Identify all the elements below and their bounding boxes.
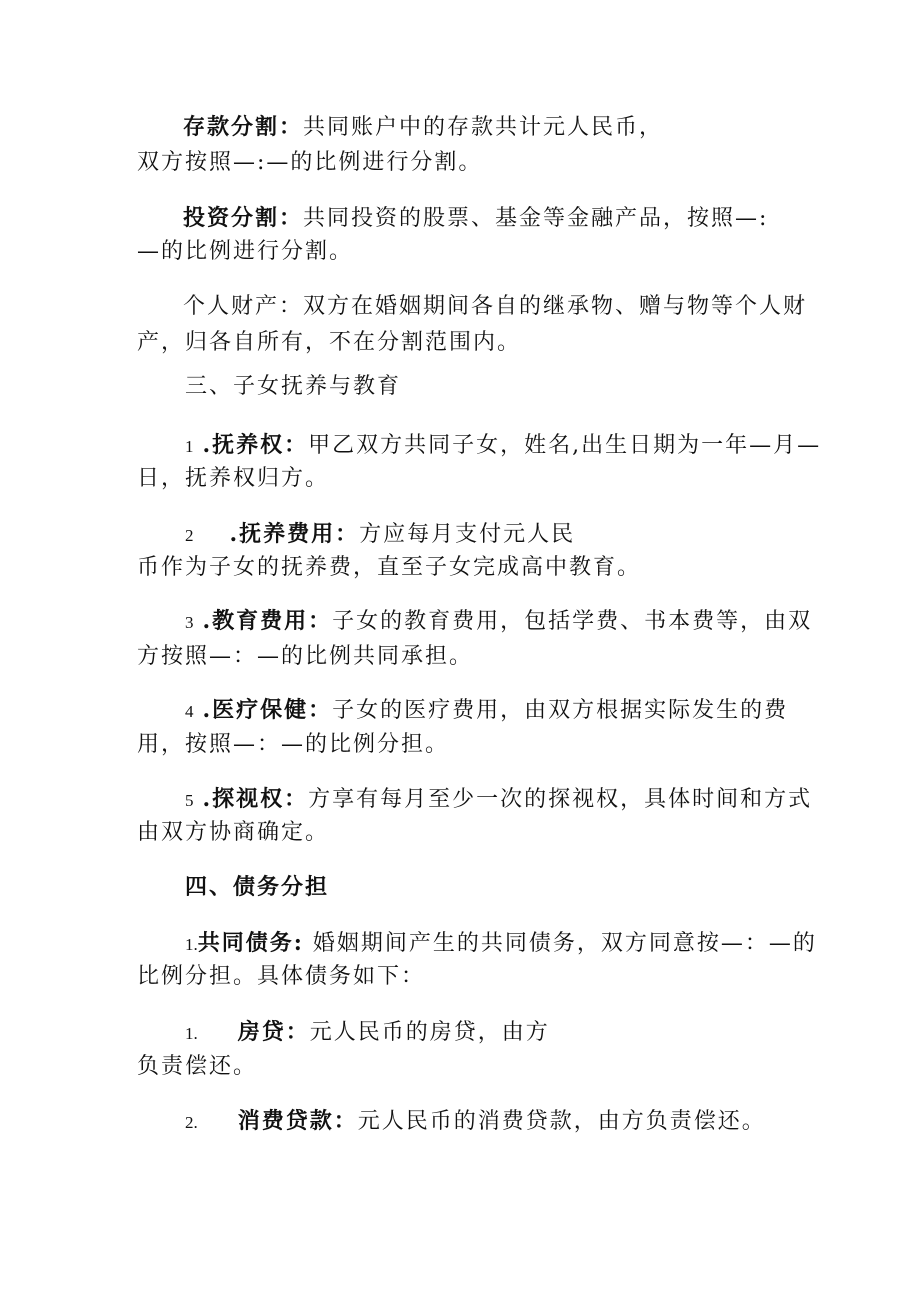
support-line-2: 币作为子女的抚养费，直至子女完成高中教育。 — [137, 555, 642, 580]
support-line-1 — [185, 519, 575, 551]
investment-line-1 — [183, 203, 768, 234]
investment-line-2: —的比例进行分割。 — [137, 239, 354, 264]
consumer-loan-line — [185, 1106, 766, 1138]
education-line-1 — [185, 606, 812, 638]
mortgage-text: 元人民币的房贷，由方 — [309, 1020, 550, 1045]
personal-line-1: 个人财产：双方在婚姻期间各自的继承物、赠与物等个人财 — [183, 294, 808, 319]
education-line-2: 方按照—：—的比例共同承担。 — [137, 644, 474, 669]
deposit-text: 共同账户中的存款共计元人民币， — [303, 115, 664, 140]
section-3-title: 三、子女抚养与教育 — [185, 374, 402, 399]
visitation-number: 5 — [185, 791, 194, 810]
deposit-line-1 — [183, 112, 663, 143]
debt-number: 1. — [185, 935, 198, 954]
custody-line-1 — [185, 430, 821, 462]
section-4-title: 四、债务分担 — [185, 874, 330, 900]
custody-line-2: 日，抚养权归方。 — [137, 466, 330, 491]
consumer-loan-label: 消费贷款： — [237, 1108, 358, 1134]
visitation-line-1 — [185, 784, 812, 816]
visitation-label: .探视权： — [202, 786, 309, 812]
custody-text: 甲乙双方共同子女，姓名,出生日期为一年—月— — [308, 433, 822, 458]
mortgage-line-1 — [185, 1017, 550, 1049]
support-number: 2 — [185, 526, 194, 545]
support-label: .抚养费用： — [229, 521, 360, 547]
mortgage-label: 房贷： — [237, 1019, 310, 1045]
medical-number: 4 — [185, 702, 194, 721]
education-label: .教育费用： — [202, 608, 333, 634]
medical-label: .医疗保健： — [202, 697, 333, 723]
support-text: 方应每月支付元人民 — [359, 522, 576, 547]
investment-text: 共同投资的股票、基金等金融产品，按照—: — [303, 206, 769, 231]
medical-line-1 — [185, 695, 788, 727]
consumer-loan-text: 元人民币的消费贷款，由方负责偿还。 — [357, 1109, 766, 1134]
visitation-text: 方享有每月至少一次的探视权，具体时间和方式 — [308, 787, 813, 812]
debt-line-2: 比例分担。具体债务如下： — [137, 964, 426, 989]
consumer-loan-number: 2. — [185, 1113, 198, 1132]
deposit-label: 存款分割： — [183, 114, 304, 140]
mortgage-line-2: 负责偿还。 — [137, 1054, 258, 1079]
debt-label: 共同债务: — [197, 930, 304, 956]
deposit-line-2: 双方按照—:—的比例进行分割。 — [137, 150, 483, 175]
mortgage-number: 1. — [185, 1024, 198, 1043]
personal-line-2: 产，归各自所有，不在分割范围内。 — [137, 330, 522, 355]
custody-number: 1 — [185, 437, 194, 456]
investment-label: 投资分割： — [183, 205, 304, 231]
custody-label: .抚养权： — [202, 432, 309, 458]
education-text: 子女的教育费用，包括学费、书本费等，由双 — [332, 609, 813, 634]
visitation-line-2: 由双方协商确定。 — [137, 820, 330, 845]
education-number: 3 — [185, 613, 194, 632]
medical-line-2: 用，按照—：—的比例分担。 — [137, 732, 450, 757]
debt-text: 婚姻期间产生的共同债务，双方同意按—：—的 — [312, 931, 817, 956]
medical-text: 子女的医疗费用，由双方根据实际发生的费 — [332, 698, 789, 723]
debt-line-1 — [185, 928, 817, 960]
